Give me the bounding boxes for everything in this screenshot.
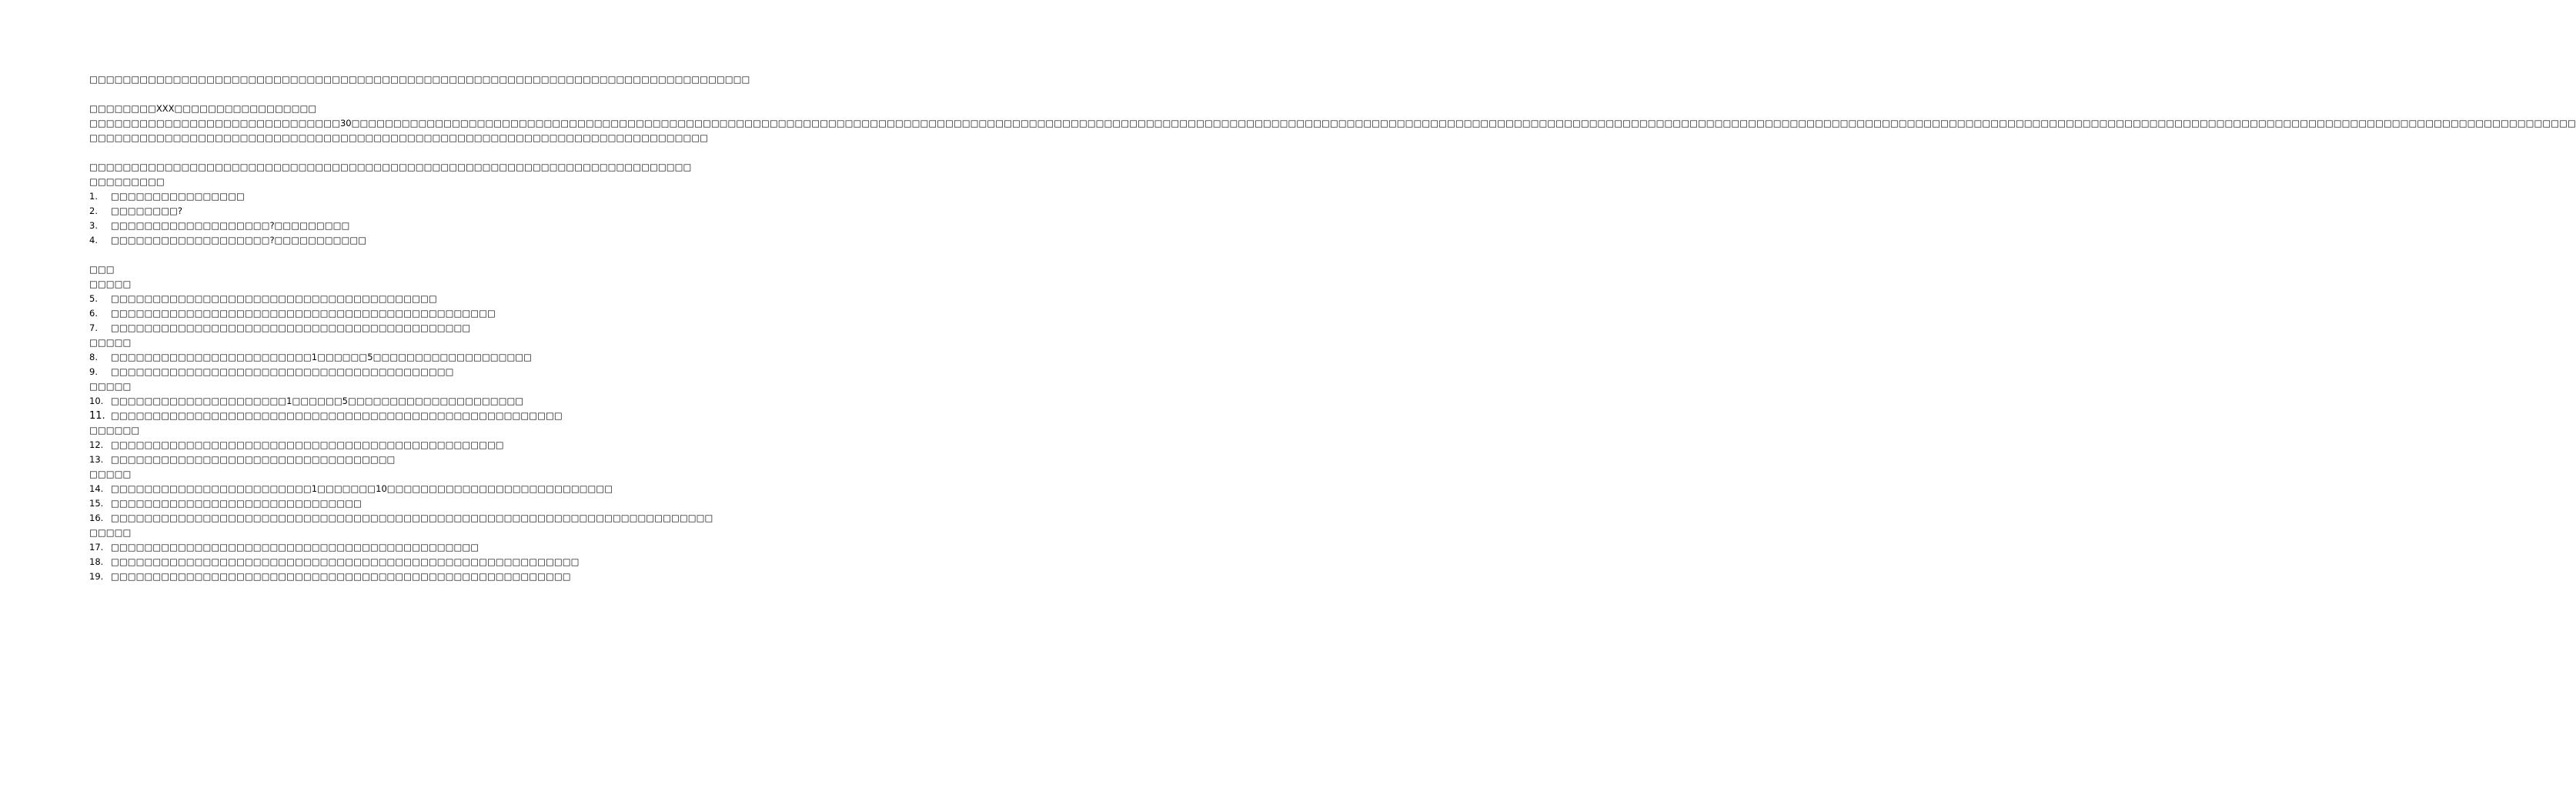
question-text: □□□□□□□□□□□□□□□□□□□□□□□□□□□□□□□□□□□□□□□□□ [111, 366, 454, 377]
question-text: □□□□□□□□□□□□□□□□□□□□□□□□□□□□□□ [111, 498, 362, 509]
question-item [89, 569, 571, 584]
body-paragraph-2: □□□□□□□□□□□□□□□□□□□□□□□□□□□□□□□□□□□□□□□□□□□□□□□□□□□□□□□□□□□□□□□□□□□□□□□□□□ [89, 132, 709, 143]
question-number: 4. [89, 235, 98, 245]
question-number: 18. [89, 556, 104, 567]
question-item [89, 511, 713, 526]
question-item [89, 292, 502, 306]
question-text: □□□□□□□□□□□□□□□□□□□□□□□□□□□□□□□□□□□□□□□□□□□□□□□□□□□□□□ [111, 410, 563, 421]
question-item [89, 482, 613, 496]
subsection-4-heading: □□□□□□ [89, 425, 140, 436]
question-list-b5 [89, 482, 713, 526]
document-page [89, 72, 2576, 584]
body-paragraph-3: □□□□□□□□□□□□□□□□□□□□□□□□□□□□□□□□□□□□□□□□□□□□□□□□□□□□□□□□□□□□□□□□□□□□□□□□ [89, 162, 692, 172]
question-number: 6. [89, 308, 98, 319]
question-text: □□□□□□□□□□□□□□□□□□□□□□□□□□□□□□□□□□□□□□□□□□□□□□□□□□□□□□□ [111, 571, 571, 582]
question-text: □□□□□□□□□□□□□□□□□□□?□□□□□□□□□□□ [111, 235, 367, 245]
question-text: □□□□□□□□□□□□□□□□□□□□□□□□□□□□□□□□□□□□□□□□□□□ [111, 322, 471, 333]
question-number: 14. [89, 483, 104, 494]
question-number: 10. [89, 396, 104, 406]
question-number: 7. [89, 322, 98, 333]
question-text: □□□□□□□□□□□□□□□□□□□□□□□□1□□□□□□□10□□□□□□□□□□□□□□□□□□□□□□□□□□□ [111, 483, 613, 494]
question-text: □□□□□□□□□□□□□□□□□□□□□□□□□□□□□□□□□□□□□□□□□□□□□□□□□□□□□□□□ [111, 556, 580, 567]
question-number: 5. [89, 293, 98, 304]
spacer [89, 87, 502, 102]
question-number: 9. [89, 366, 98, 377]
question-text: □□□□□□□□□□□□□□□□□□□□□□□□□□□□□□□□□□□□□□□□□□□□□□ [111, 308, 496, 319]
question-item [89, 204, 502, 219]
question-number: 19. [89, 571, 104, 582]
subsection-2-heading: □□□□□ [89, 337, 132, 348]
question-item [89, 540, 502, 555]
question-number: 12. [89, 439, 104, 450]
question-text: □□□□□□□□□□□□□□□□□□□□□□□□□□□□□□□□□□□□□□□ [111, 293, 437, 304]
question-text: □□□□□□□□□□□□□□□□ [111, 191, 245, 202]
question-number: 8. [89, 352, 98, 362]
question-item [89, 452, 502, 467]
section-b-heading: □□□ [89, 264, 115, 275]
question-text: □□□□□□□□? [111, 205, 183, 216]
intro-paragraph: □□□□□□□□□□□□□□□□□□□□□□□□□□□□□□□□□□□□□□□□□□□□□□□□□□□□□□□□□□□□□□□□□□□□□□□□□□□□□□□ [89, 74, 750, 85]
question-number: 2. [89, 205, 98, 216]
question-list-b6 [89, 540, 580, 584]
question-item [89, 555, 580, 569]
question-text: □□□□□□□□□□□□□□□□□□□?□□□□□□□□□ [111, 220, 350, 231]
subsection-5-heading: □□□□□ [89, 469, 132, 479]
question-text: □□□□□□□□□□□□□□□□□□□□□□□□1□□□□□□5□□□□□□□□□□□□□□□□□□□ [111, 352, 533, 362]
body-paragraph-1: □□□□□□□□□□□□□□□□□□□□□□□□□□□□□□30□□□□□□□□□□□□□□□□□□□□□□□□□□□□□□□□□□□□□□□□□□□□□□□□□□□□□□□□□□□□□□□□□□□□□□□□□□□□□□□□□□□□□□□□□□□□□□□□□□□□□□□□□□□□□□□□□□□□□□□□□□□□□□□□□□□□□□□□□□□□□□□□□□□□□□□□□□□□□□□□□□□□□□□□□□□□□□□□□□□□□□□□□□□□□□□□□□□□□□□□□□□□□□□□□□□□□□□□□□□□□□□□□□□□□□□□□□□□□□□□□□□□□□□□□□□□□□□□□□□□□□□□□□ [89, 118, 2576, 129]
question-item [89, 189, 502, 204]
question-text: □□□□□□□□□□□□□□□□□□□□□□□□□□□□□□□□□□ [111, 454, 396, 465]
subsection-6-heading: □□□□□ [89, 527, 132, 538]
question-number: 15. [89, 498, 104, 509]
subsection-3-heading: □□□□□ [89, 381, 132, 392]
question-item [89, 438, 502, 452]
question-number: 17. [89, 542, 104, 553]
question-item [89, 233, 502, 248]
question-list-b3 [89, 394, 563, 423]
question-text: □□□□□□□□□□□□□□□□□□□□□□□□□□□□□□□□□□□□□□□□□□□□□□□□□□□□□□□□□□□□□□□□□□□□□□□□ [111, 513, 713, 523]
question-item [89, 350, 533, 365]
spacer [89, 248, 502, 262]
question-list-b1 [89, 292, 502, 336]
subsection-1-heading: □□□□□ [89, 279, 132, 289]
question-item [89, 394, 524, 409]
question-number: 13. [89, 454, 104, 465]
question-number: 16. [89, 513, 104, 523]
question-item [89, 496, 502, 511]
question-item [89, 409, 563, 423]
question-list-a [89, 189, 502, 248]
question-list-b2 [89, 350, 533, 379]
question-number: 1. [89, 191, 98, 202]
question-item [89, 365, 502, 379]
section-a-heading: □□□□□□□□□ [89, 176, 165, 187]
question-list-b4 [89, 438, 502, 467]
spacer [89, 145, 502, 160]
question-item [89, 306, 502, 321]
question-text: □□□□□□□□□□□□□□□□□□□□□□□□□□□□□□□□□□□□□□□□□□□□□□□ [111, 439, 504, 450]
question-text: □□□□□□□□□□□□□□□□□□□□□1□□□□□□5□□□□□□□□□□□□□□□□□□□□□ [111, 396, 524, 406]
question-number: 3. [89, 220, 98, 231]
question-item [89, 321, 502, 336]
question-item [89, 219, 502, 233]
question-text: □□□□□□□□□□□□□□□□□□□□□□□□□□□□□□□□□□□□□□□□□□□□ [111, 542, 479, 553]
greeting-line: □□□□□□□□XXX□□□□□□□□□□□□□□□□□ [89, 103, 317, 114]
question-number: 11. [89, 410, 105, 422]
